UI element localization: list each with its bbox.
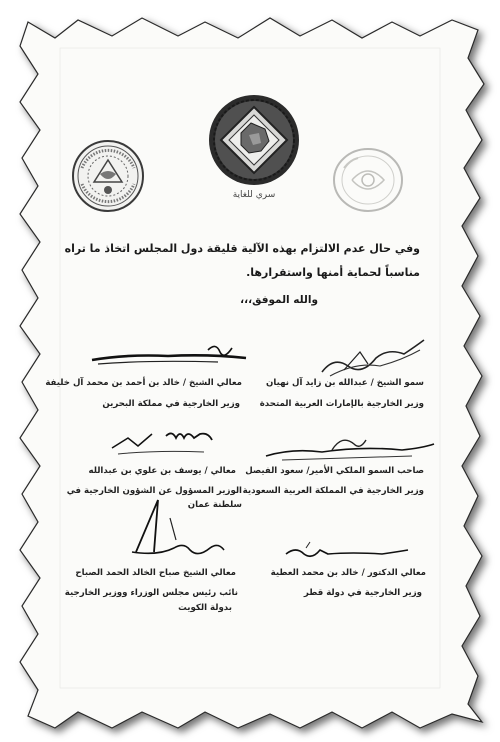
signatory-bahrain-title: وزير الخارجية في مملكة البحرين [102,399,240,409]
signature-kuwait [118,494,230,560]
body-line-1: وفي حال عدم الالتزام بهذه الآلية قليقة دول المجلس اتخاذ ما تراه [64,242,420,255]
signatory-saudi-title: وزير الخارجية في المملكة العربية السعودية [242,486,424,496]
signature-oman [108,428,218,458]
signatory-uae-title: وزير الخارجية بالإمارات العربية المتحدة [259,399,424,409]
signature-bahrain [88,340,254,370]
signature-qatar [282,540,412,562]
signatory-qatar-name: معالي الدكتور / خالد بن محمد العطية [270,568,426,578]
signatory-oman-title-2: سلطنة عمان [187,500,242,510]
body-line-2: مناسباً لحماية أمنها واستقرارها. [246,266,420,279]
signatory-saudi-name: صاحب السمو الملكي الأمير/ سعود الفيصل [245,466,424,476]
signatory-kuwait-title: نائب رئيس مجلس الوزراء ووزير الخارجية [64,588,238,598]
signature-uae [316,336,428,378]
gcc-emblem [207,93,301,187]
signatory-oman-title: الوزير المسؤول عن الشؤون الخارجية في [66,486,242,496]
signatory-oman-name: معالي / يوسف بن علوي بن عبدالله [88,466,236,476]
signatory-kuwait-title-2: بدولة الكويت [178,603,232,613]
confidential-caption: سري للغاية [232,190,276,200]
closing-line: والله الموفق،،، [240,294,318,306]
signature-saudi [262,430,438,466]
signatory-kuwait-name: معالي الشيخ صباح الخالد الحمد الصباح [75,568,236,578]
signatory-bahrain-name: معالي الشيخ / خالد بن أحمد بن محمد آل خليفة [45,378,242,388]
left-round-stamp [70,138,146,214]
signatory-qatar-title: وزير الخارجية في دولة قطر [303,588,422,598]
right-faint-stamp [330,146,406,214]
signatory-uae-name: سمو الشيخ / عبدالله بن زايد آل نهيان [266,378,424,388]
